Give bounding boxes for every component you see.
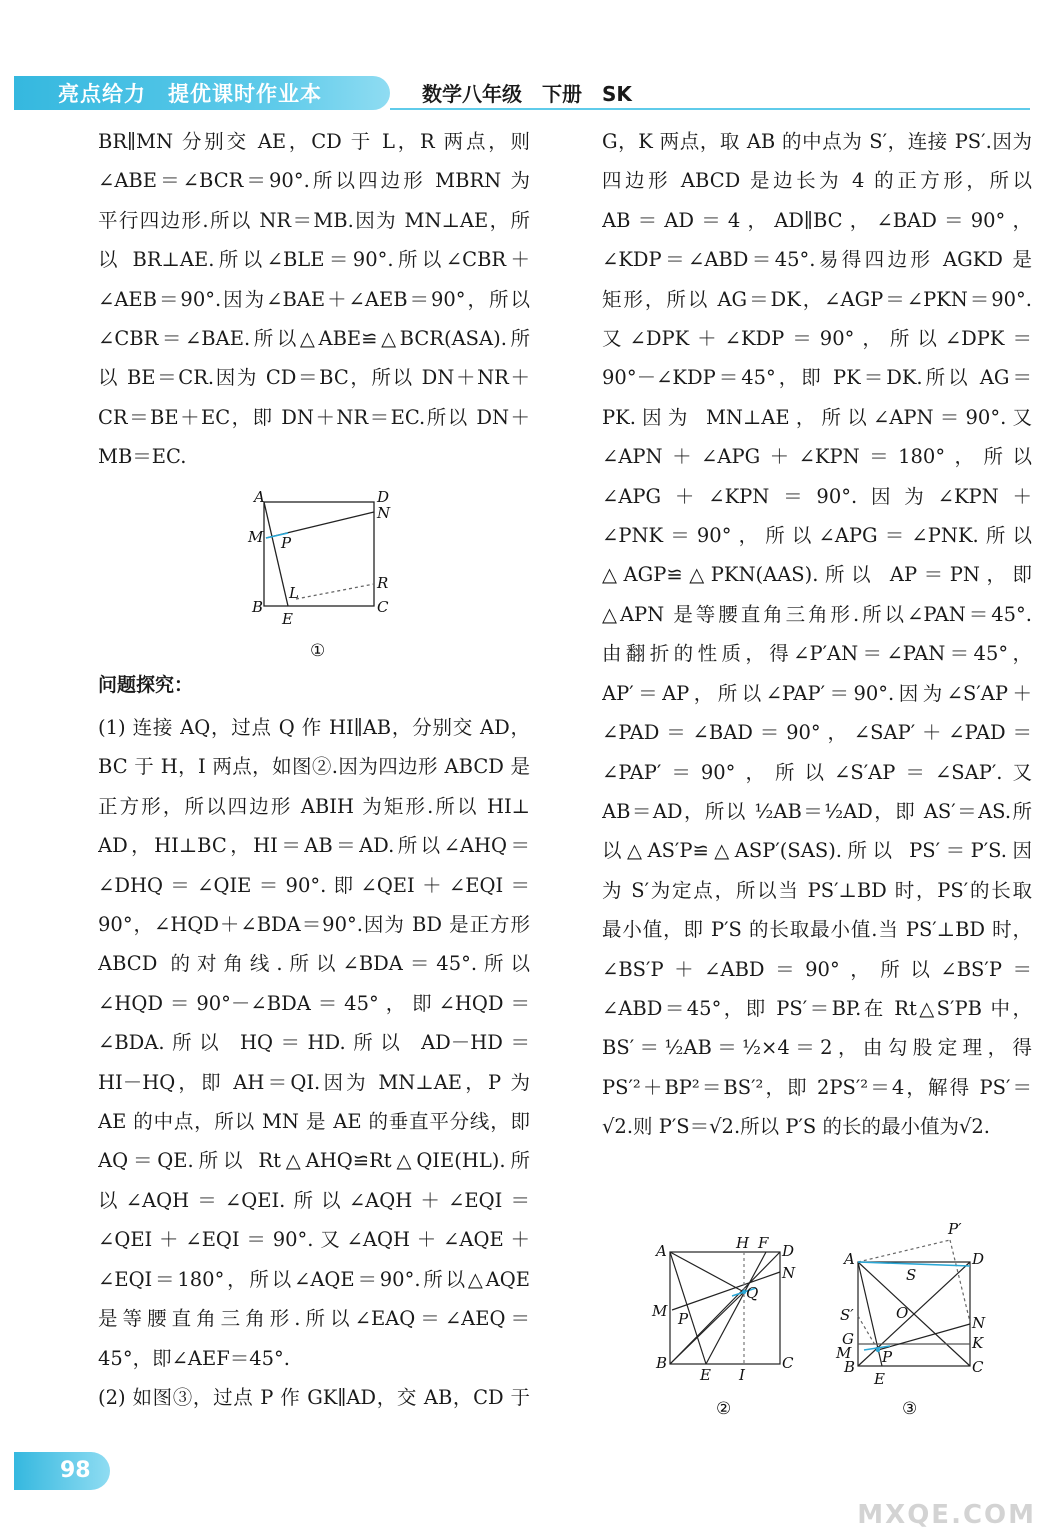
label-A: A xyxy=(254,488,265,506)
text-line: ∠ABD＝45°，即 PS′＝BP.在 Rt△S′PB 中， xyxy=(602,996,1032,1020)
text-line: CR＝BE＋EC，即 DN＋NR＝EC.所以 DN＋ xyxy=(98,405,530,429)
text-line: ∠CBR＝∠BAE.所以△ABE≌△BCR(ASA).所 xyxy=(98,327,530,351)
label-E: E xyxy=(700,1366,711,1384)
text-line: (1) 连接 AQ，过点 Q 作 HI∥AB，分别交 AD， xyxy=(98,716,530,739)
text-line: HI－HQ，即 AH＝QI.因为 MN⊥AE，P 为 xyxy=(98,1070,530,1094)
label-A: A xyxy=(844,1250,855,1268)
label-F: F xyxy=(758,1234,769,1252)
label-E: E xyxy=(874,1370,885,1388)
text-line: AB＝AD＝4，AD∥BC，∠BAD＝90°， xyxy=(602,208,1032,232)
label-B: B xyxy=(252,598,264,616)
figure-1 xyxy=(238,484,408,664)
text-line: AB＝AD，所以 ½AB＝½AD，即 AS′＝AS.所 xyxy=(602,799,1032,823)
figure-3 xyxy=(830,1218,1006,1418)
text-line: BS′＝½AB＝½×4＝2，由勾股定理，得 xyxy=(602,1036,1032,1060)
label-M: M xyxy=(248,528,264,546)
text-line: ∠AEB＝90°.因为∠BAE＋∠AEB＝90°，所以 xyxy=(98,287,530,311)
text-line: ∠ABE＝∠BCR＝90°.所以四边形 MBRN 为 xyxy=(98,169,530,193)
text-line: AQ＝QE.所以 Rt△AHQ≌Rt△QIE(HL).所 xyxy=(98,1149,530,1173)
label-E: E xyxy=(282,610,293,628)
label-G: G xyxy=(842,1330,854,1348)
label-Q: Q xyxy=(746,1284,759,1302)
label-P: P xyxy=(678,1310,689,1328)
figure-2-caption: ② xyxy=(716,1399,732,1419)
text-line: ∠PAP′＝90°，所以∠S′AP＝∠SAP′.又 xyxy=(602,760,1032,784)
text-line: 矩形，所以 AG＝DK，∠AGP＝∠PKN＝90°. xyxy=(602,287,1032,311)
label-C: C xyxy=(782,1354,794,1372)
text-line: PS′²＋BP²＝BS′²，即 2PS′²＝4，解得 PS′＝ xyxy=(602,1075,1032,1099)
text-line: ∠PNK＝90°，所以∠APG＝∠PNK.所以 xyxy=(602,524,1032,548)
text-line: (2) 如图③，过点 P 作 GK∥AD，交 AB，CD 于 xyxy=(98,1385,530,1409)
text-line: 90°－∠KDP＝45°，即 PK＝DK.所以 AG＝ xyxy=(602,366,1032,390)
text-line: G，K 两点，取 AB 的中点为 S′，连接 PS′.因为 xyxy=(602,130,1032,153)
label-D: D xyxy=(377,488,390,506)
text-line: AP′＝AP，所以∠PAP′＝90°.因为∠S′AP＋ xyxy=(602,681,1032,705)
figure-2 xyxy=(644,1234,814,1420)
text-line: 为 S′为定点，所以当 PS′⊥BD 时，PS′的长取 xyxy=(602,878,1032,902)
section-title: 问题探究： xyxy=(98,674,194,696)
left-column-top xyxy=(98,122,530,477)
label-A: A xyxy=(656,1242,667,1260)
header-rule xyxy=(390,108,1030,110)
text-line: 以∠AQH＝∠QEI.所以∠AQH＋∠EQI＝ xyxy=(98,1188,530,1212)
text-line: 最小值，即 P′S 的长取最小值.当 PS′⊥BD 时， xyxy=(602,918,1032,942)
text-line: AD，HI⊥BC，HI＝AB＝AD.所以∠AHQ＝ xyxy=(98,834,530,858)
label-N: N xyxy=(377,504,391,522)
text-line: √2.则 P′S＝√2.所以 P′S 的长的最小值为√2. xyxy=(602,1115,991,1139)
figure-3-caption: ③ xyxy=(902,1399,918,1418)
page-number: 98 xyxy=(60,1458,91,1483)
label-P: P xyxy=(281,534,292,552)
label-S: S xyxy=(906,1266,917,1284)
left-column-bottom xyxy=(98,708,530,1417)
text-line: ∠APN＋∠APG＋∠KPN＝180°，所以 xyxy=(602,445,1032,469)
figure-1-caption: ① xyxy=(310,641,326,661)
text-line: 以△AS′P≌△ASP′(SAS).所以 PS′＝P′S.因 xyxy=(602,839,1032,863)
text-line: ∠HQD＝90°－∠BDA＝45°，即∠HQD＝ xyxy=(98,991,530,1015)
label-O: O xyxy=(896,1304,909,1322)
text-line: ∠DHQ＝∠QIE＝90°.即∠QEI＋∠EQI＝ xyxy=(98,873,530,897)
text-line: 由翻折的性质，得∠P′AN＝∠PAN＝45°， xyxy=(602,642,1032,666)
text-line: BR∥MN 分别交 AE，CD 于 L，R 两点，则 xyxy=(98,130,530,153)
label-L: L xyxy=(289,584,299,602)
label-P-prime: P′ xyxy=(948,1220,962,1238)
text-line: 是等腰直角三角形.所以∠EAQ＝∠AEQ＝ xyxy=(98,1307,530,1331)
text-line: ∠BDA.所以 HQ＝HD.所以 AD－HD＝ xyxy=(98,1031,530,1055)
watermark: MXQE.COM xyxy=(857,1500,1036,1530)
text-line: ∠BS′P＋∠ABD＝90°，所以∠BS′P＝ xyxy=(602,957,1032,981)
text-line: ∠KDP＝∠ABD＝45°.易得四边形 AGKD 是 xyxy=(602,248,1032,272)
text-line: ∠EQI＝180°，所以∠AQE＝90°.所以△AQE xyxy=(98,1267,530,1291)
text-line: 以 BR⊥AE.所以∠BLE＝90°.所以∠CBR＋ xyxy=(98,248,530,272)
label-N: N xyxy=(972,1314,986,1332)
label-M: M xyxy=(836,1344,852,1362)
text-line: MB＝EC. xyxy=(98,445,187,469)
text-line: △APN 是等腰直角三角形.所以∠PAN＝45°. xyxy=(602,602,1032,626)
label-C: C xyxy=(972,1358,984,1376)
text-line: 四边形 ABCD 是边长为 4 的正方形，所以 xyxy=(602,169,1032,193)
text-line: ∠QEI＋∠EQI＝90°.又∠AQH＋∠AQE＋ xyxy=(98,1228,530,1252)
label-N: N xyxy=(782,1264,796,1282)
text-line: 平行四边形.所以 NR＝MB.因为 MN⊥AE，所 xyxy=(98,208,530,232)
label-S-prime: S′ xyxy=(840,1306,854,1324)
subject-label: 数学八年级 下册 SK xyxy=(422,82,632,106)
text-line: AE 的中点，所以 MN 是 AE 的垂直平分线，即 xyxy=(98,1110,530,1134)
label-I: I xyxy=(739,1366,745,1384)
text-line: ABCD 的对角线.所以∠BDA＝45°.所以 xyxy=(98,952,530,976)
text-line: ∠APG＋∠KPN＝90°.因为∠KPN＋ xyxy=(602,484,1032,508)
label-K: K xyxy=(972,1334,984,1352)
text-line: 90°，∠HQD＋∠BDA＝90°.因为 BD 是正方形 xyxy=(98,913,530,937)
text-line: 正方形，所以四边形 ABIH 为矩形.所以 HI⊥ xyxy=(98,794,530,818)
label-B: B xyxy=(656,1354,668,1372)
label-D: D xyxy=(782,1242,795,1260)
book-title: 亮点给力 提优课时作业本 xyxy=(58,82,322,106)
text-line: 以 BE＝CR.因为 CD＝BC，所以 DN＋NR＋ xyxy=(98,366,530,390)
label-B: B xyxy=(844,1358,856,1376)
text-line: BC 于 H，I 两点，如图②.因为四边形 ABCD 是 xyxy=(98,755,530,779)
text-line: ∠PAD＝∠BAD＝90°，∠SAP′＋∠PAD＝ xyxy=(602,721,1032,745)
label-H: H xyxy=(736,1234,750,1252)
label-P: P xyxy=(882,1348,893,1366)
text-line: △AGP≌△PKN(AAS).所以 AP＝PN，即 xyxy=(602,563,1032,587)
right-column xyxy=(602,122,1032,1147)
label-R: R xyxy=(377,574,389,592)
text-line: 45°，即∠AEF＝45°. xyxy=(98,1346,291,1370)
label-D: D xyxy=(972,1250,985,1268)
label-C: C xyxy=(377,598,389,616)
text-line: 又∠DPK＋∠KDP＝90°，所以∠DPK＝ xyxy=(602,327,1032,351)
text-line: PK.因为 MN⊥AE，所以∠APN＝90°.又 xyxy=(602,405,1032,429)
label-M: M xyxy=(652,1302,668,1320)
